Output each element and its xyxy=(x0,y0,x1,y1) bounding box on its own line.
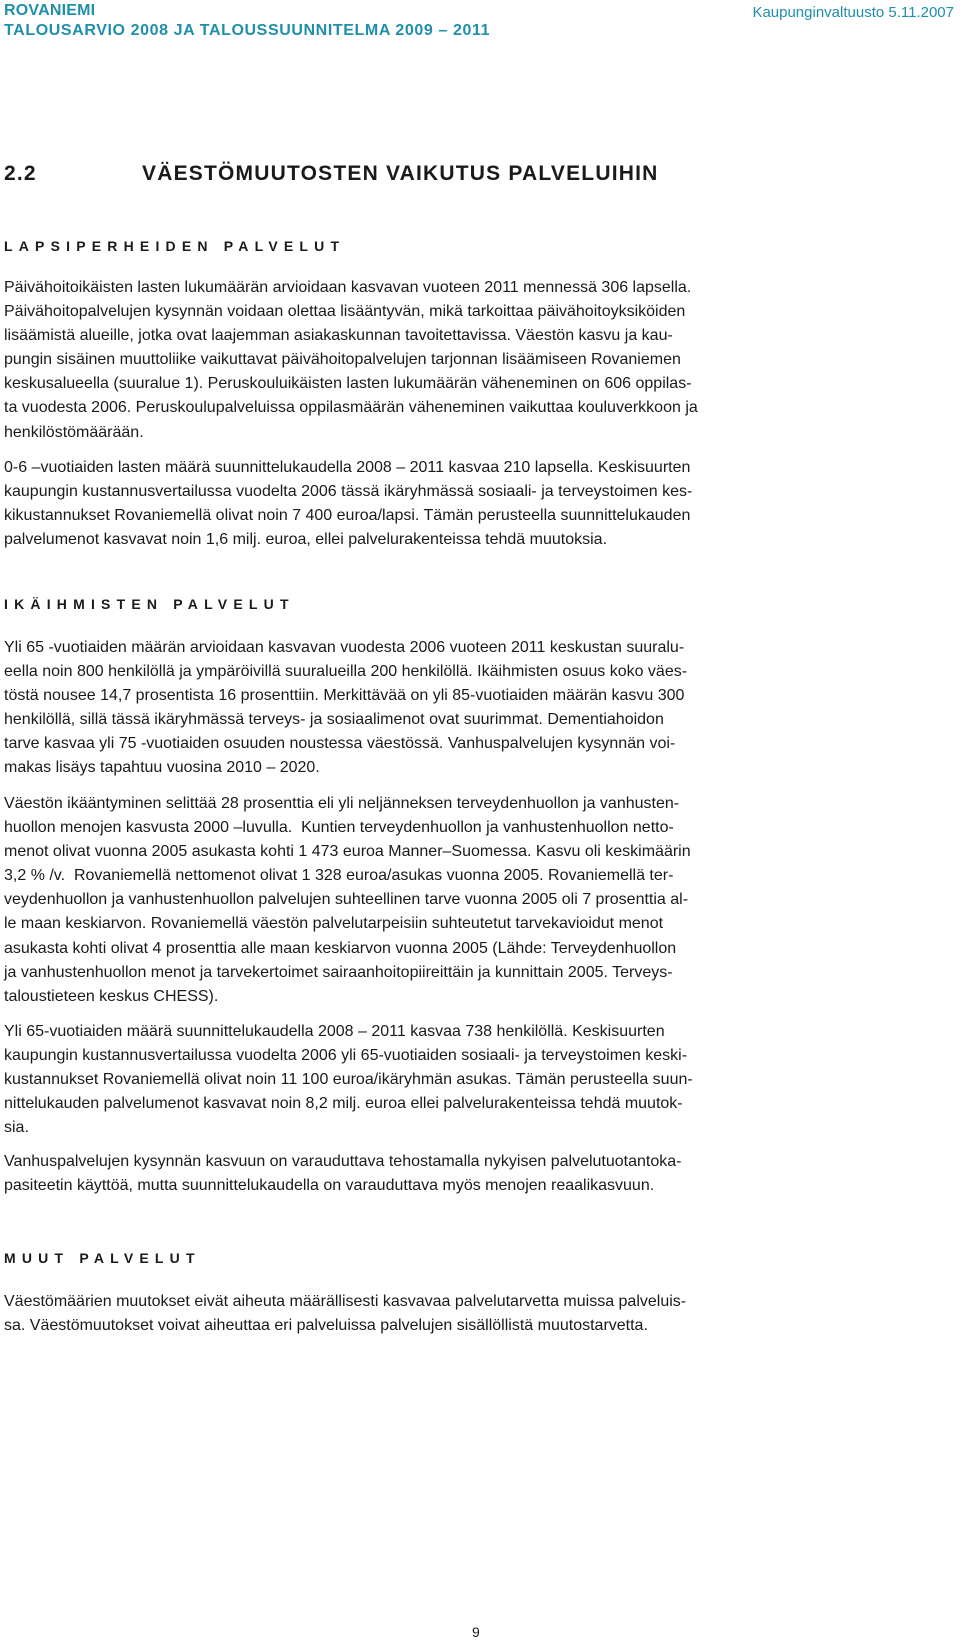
text-line: eella noin 800 henkilöllä ja ympäröivillä suuralueilla 200 henkilöllä. Ikäihmisten osuus koko väes- xyxy=(4,663,688,681)
text-line: 3,2 % /v. Rovaniemellä nettomenot olivat 1 328 euroa/asukas vuonna 2005. Rovaniemellä ter- xyxy=(4,867,674,885)
text-line: menot olivat vuonna 2005 asukasta kohti 1 473 euroa Manner–Suomessa. Kasvu oli keskimäärin xyxy=(4,843,691,861)
text-line: sa. Väestömuutokset voivat aiheuttaa eri palveluissa palvelujen sisällöllistä muutostarvetta. xyxy=(4,1317,648,1335)
text-line: kaupungin kustannusvertailussa vuodelta 2006 tässä ikäryhmässä sosiaali- ja terveystoimen kes- xyxy=(4,483,693,501)
text-line: Väestömäärien muutokset eivät aiheuta määrällisesti kasvavaa palvelutarvetta muissa palveluis- xyxy=(4,1293,687,1310)
text-line: kustannukset Rovaniemellä olivat noin 11 100 euroa/ikäryhmän asukas. Tämän perusteella suun- xyxy=(4,1071,693,1089)
page-header xyxy=(0,0,960,44)
section-title: VÄESTÖMUUTOSTEN VAIKUTUS PALVELUIHIN xyxy=(142,162,659,185)
text-line: tarve kasvaa yli 75 -vuotiaiden osuuden noustessa väestössä. Vanhuspalvelujen kysynnän voi- xyxy=(4,735,676,753)
text-line: sia. xyxy=(4,1119,29,1137)
page-number: 9 xyxy=(472,1624,480,1640)
header-organization: ROVANIEMI xyxy=(4,2,96,19)
text-line: asukasta kohti olivat 4 prosenttia alle maan keskiarvon vuonna 2005 (Lähde: Terveydenhuollon xyxy=(4,939,677,957)
paragraph xyxy=(4,792,956,1009)
text-line: nittelukauden palvelumenot kasvavat noin 8,2 milj. euroa ellei palvelurakenteissa tehdä muutok- xyxy=(4,1095,683,1113)
text-line: palvelumenot kasvavat noin 1,6 milj. euroa, ellei palvelurakenteissa tehdä muutoksia. xyxy=(4,531,608,549)
text-line: pungin sisäinen muuttoliike vaikuttavat päivähoitopalvelujen tarjonnan lisäämiseen Rovaniemen xyxy=(4,351,681,369)
header-meeting-date: Kaupunginvaltuusto 5.11.2007 xyxy=(752,4,954,21)
paragraph xyxy=(4,636,956,781)
text-line: ta vuodesta 2006. Peruskoulupalveluissa oppilasmäärän väheneminen vaikuttaa kouluverkkoon ja xyxy=(4,399,698,417)
header-document-title: TALOUSARVIO 2008 JA TALOUSSUUNNITELMA 2009 – 2011 xyxy=(4,22,491,39)
text-line: veydenhuollon ja vanhustenhuollon palvelujen suhteellinen tarve vuonna 2005 oli 7 prosenttia al- xyxy=(4,891,689,909)
subsection-heading-ikaihmisten: IKÄIHMISTEN PALVELUT xyxy=(4,596,295,612)
subsection-heading-muut: MUUT PALVELUT xyxy=(4,1250,201,1266)
subsection-heading-lapsiperheiden: LAPSIPERHEIDEN PALVELUT xyxy=(4,238,346,254)
text-line: Väestön ikääntyminen selittää 28 prosenttia eli yli neljänneksen terveydenhuollon ja vanhusten- xyxy=(4,795,680,812)
text-line: Vanhuspalvelujen kysynnän kasvuun on varauduttava tehostamalla nykyisen palvelutuotantoka- xyxy=(4,1153,682,1170)
paragraph xyxy=(4,1020,956,1140)
section-heading xyxy=(4,162,659,186)
text-line: töstä nousee 14,7 prosentista 16 prosenttiin. Merkittävää on yli 85-vuotiaiden määrän kasvu 300 xyxy=(4,687,685,705)
text-line: kikustannukset Rovaniemellä olivat noin 7 400 euroa/lapsi. Tämän perusteella suunnittelukauden xyxy=(4,507,691,525)
paragraph xyxy=(4,456,956,552)
text-line: ja vanhustenhuollon menot ja tarvekertoimet sairaanhoitopiireittäin ja kunnittain 2005. Terveys- xyxy=(4,963,673,981)
text-line: makas lisäys tapahtuu vuosina 2010 – 2020. xyxy=(4,759,320,777)
paragraph xyxy=(4,1290,956,1338)
text-line: lisäämistä alueille, jotka ovat laajemman asiakaskunnan tavoitettavissa. Väestön kasvu ja kau- xyxy=(4,327,673,345)
text-line: Päivähoitopalvelujen kysynnän voidaan olettaa lisääntyvän, mikä tarkoittaa päivähoitoyksiköiden xyxy=(4,303,686,321)
paragraph xyxy=(4,1150,956,1198)
paragraph xyxy=(4,276,956,445)
section-number: 2.2 xyxy=(4,162,37,185)
text-line: pasiteetin käyttöä, mutta suunnittelukaudella on varauduttava myös menojen reaalikasvuun. xyxy=(4,1177,655,1195)
text-line: henkilöllä, sillä tässä ikäryhmässä terveys- ja sosiaalimenot ovat suurimmat. Dementiahoidon xyxy=(4,711,664,729)
text-line: Päivähoitoikäisten lasten lukumäärän arvioidaan kasvavan vuoteen 2011 mennessä 306 lapsella. xyxy=(4,279,692,296)
text-line: kaupungin kustannusvertailussa vuodelta 2006 yli 65-vuotiaiden sosiaali- ja terveystoimen keski- xyxy=(4,1047,688,1065)
text-line: taloustieteen keskus CHESS). xyxy=(4,987,219,1005)
text-line: Yli 65-vuotiaiden määrä suunnittelukaudella 2008 – 2011 kasvaa 738 henkilöllä. Keskisuurten xyxy=(4,1023,665,1040)
text-line: huollon menojen kasvusta 2000 –luvulla. Kuntien terveydenhuollon ja vanhustenhuollon netto- xyxy=(4,819,674,837)
text-line: le maan keskiarvon. Rovaniemellä väestön palvelutarpeisiin suhteutetut tarvekavioidut menot xyxy=(4,915,664,933)
text-line: keskusalueella (suuralue 1). Peruskouluikäisten lasten lukumäärän väheneminen on 606 oppilas- xyxy=(4,375,692,393)
text-line: Yli 65 -vuotiaiden määrän arvioidaan kasvavan vuodesta 2006 vuoteen 2011 keskustan suuralu- xyxy=(4,639,685,656)
text-line: 0-6 –vuotiaiden lasten määrä suunnittelukaudella 2008 – 2011 kasvaa 210 lapsella. Keskisuurten xyxy=(4,459,691,476)
text-line: henkilöstömäärään. xyxy=(4,423,144,441)
